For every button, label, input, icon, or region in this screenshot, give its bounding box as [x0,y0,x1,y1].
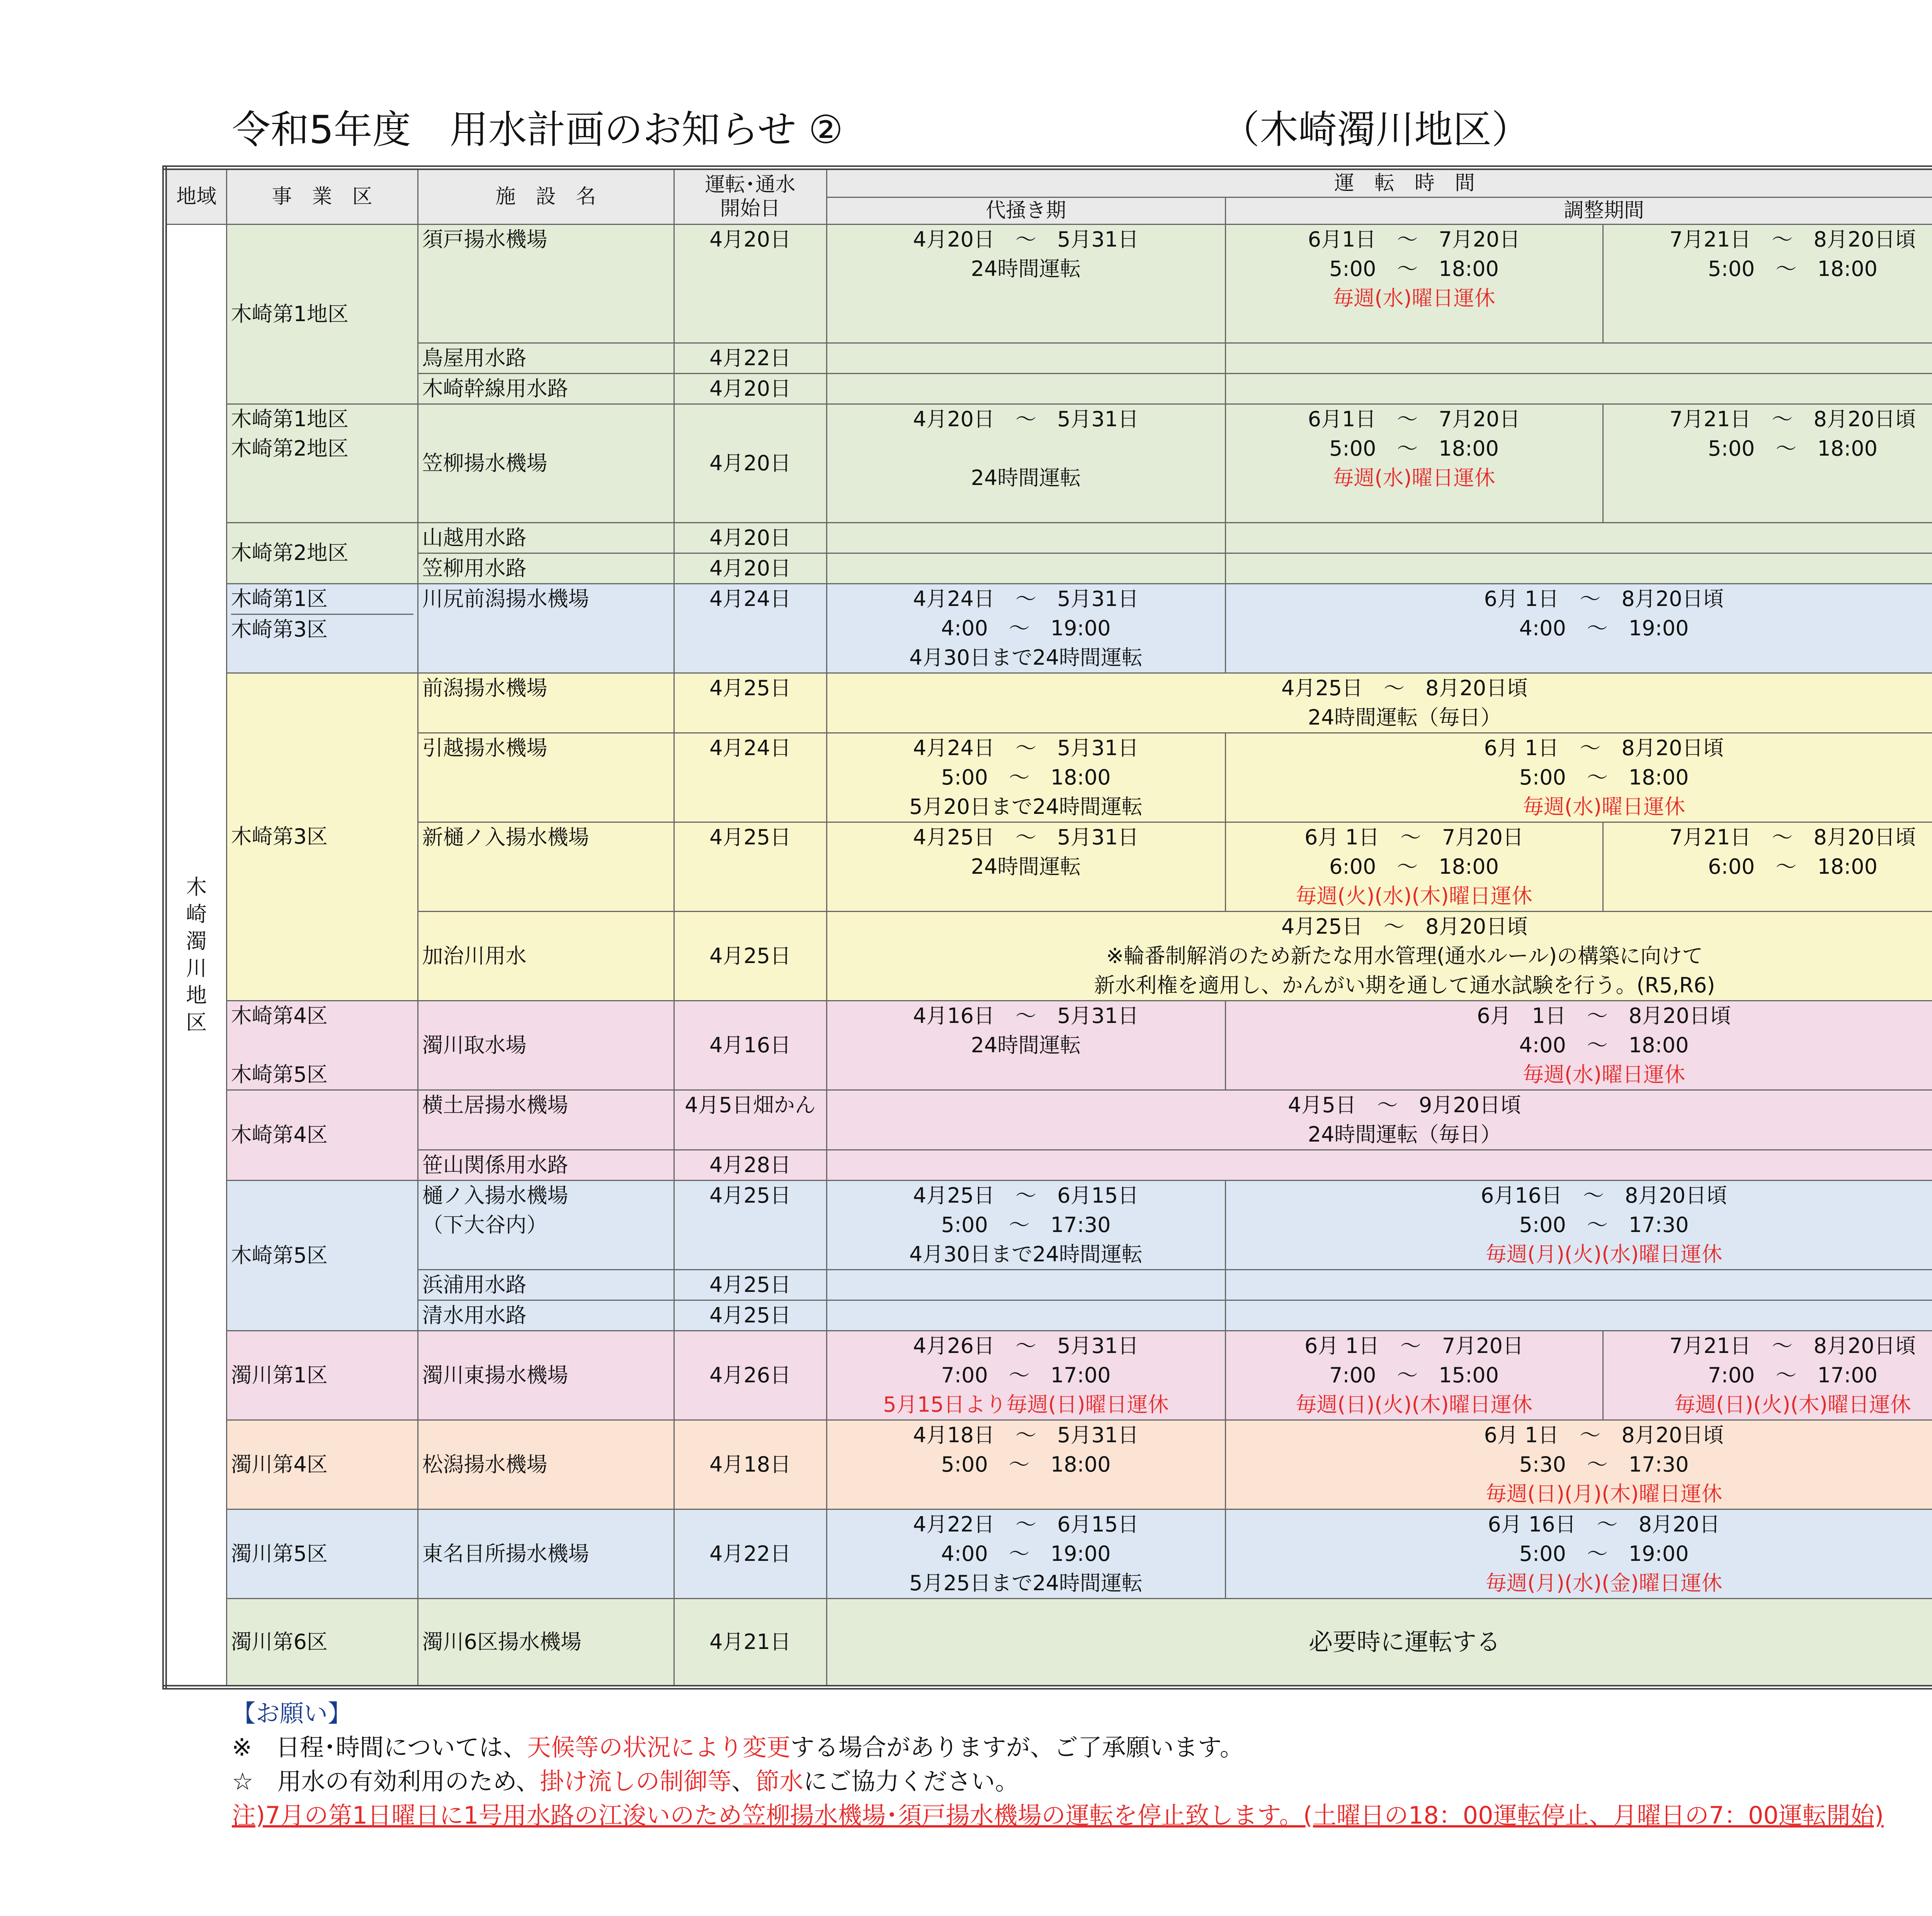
area-cell: 濁川第1区 [226,1331,418,1420]
note-schedule-change: ※ 日程･時間については、天候等の状況により変更する場合がありますが、ご了承願います。 [232,1733,1244,1761]
facility-cell: 山越用水路 [418,522,674,553]
area-cell: 濁川第6区 [226,1598,418,1687]
area-cell: 木崎第1地区 [226,224,418,404]
start-date-cell: 4月20日 [674,373,827,404]
kakitori-cell: 4月16日 ～ 5月31日 24時間運転 [827,1001,1225,1090]
facility-cell: 須戸揚水機場 [418,224,674,343]
start-date-cell: 4月21日 [674,1598,827,1687]
area-cell: 木崎第2地区 [226,522,418,584]
start-date-cell: 4月26日 [674,1331,827,1420]
start-date-cell: 4月28日 [674,1150,827,1180]
header-project-area: 事 業 区 [226,168,418,224]
start-date-cell: 4月5日畑かん [674,1090,827,1150]
adjustment-cell: 7月21日 ～ 8月20日頃 7:00 ～ 17:00 毎週(日)(火)(木)曜日運休 [1603,1331,1932,1420]
header-facility: 施 設 名 [418,168,674,224]
kakitori-cell: 4月26日 ～ 5月31日 7:00 ～ 17:00 5月15日より毎週(日)曜日運休 [827,1331,1225,1420]
adjustment-cell: 6月1日 ～ 7月20日 5:00 ～ 18:00 毎週(水)曜日運休 [1225,404,1603,522]
facility-cell: 清水用水路 [418,1300,674,1331]
start-date-cell: 4月22日 [674,1509,827,1598]
area-cell: 濁川第5区 [226,1509,418,1598]
start-date-cell: 4月22日 [674,343,827,373]
area-cell: 木崎第3区 [226,673,418,1001]
facility-cell: 引越揚水機場 [418,733,674,822]
water-plan-table [162,165,1932,1690]
start-date-cell: 4月25日 [674,822,827,911]
area-cell: 木崎第1区 木崎第3区 [226,584,418,673]
facility-cell: 濁川6区揚水機場 [418,1598,674,1687]
facility-cell: 笠柳用水路 [418,553,674,584]
start-date-cell: 4月25日 [674,1180,827,1269]
header-schedule: 運 転 時 間 [827,168,1932,197]
schedule-cell: 4月25日 ～ 8月20日頃 ※輪番制解消のため新たな用水管理(通水ルール)の構築に向けて 新水利権を適用し、かんがい期を通して通水試験を行う。(R5,R6) [827,911,1932,1001]
start-date-cell: 4月20日 [674,224,827,343]
adjustment-cell: 6月 1日 ～ 8月20日頃 5:30 ～ 17:30 毎週(日)(月)(木)曜日運休 [1225,1420,1932,1509]
facility-cell: 東名目所揚水機場 [418,1509,674,1598]
header-kakitori: 代掻き期 [827,197,1225,224]
facility-cell: 新樋ノ入揚水機場 [418,822,674,911]
facility-cell: 鳥屋用水路 [418,343,674,373]
facility-cell: 前潟揚水機場 [418,673,674,733]
region-cell: 木 崎 濁 川 地 区 [165,224,226,1687]
start-date-cell: 4月20日 [674,522,827,553]
facility-cell: 松潟揚水機場 [418,1420,674,1509]
kakitori-cell: 4月25日 ～ 5月31日 24時間運転 [827,822,1225,911]
schedule-cell: 4月5日 ～ 9月20日頃 24時間運転（毎日） [827,1090,1932,1150]
adjustment-cell: 7月21日 ～ 8月20日頃 5:00 ～ 18:00 [1603,404,1932,522]
kakitori-cell: 4月24日 ～ 5月31日 5:00 ～ 18:00 5月20日まで24時間運転 [827,733,1225,822]
kakitori-cell: 4月18日 ～ 5月31日 5:00 ～ 18:00 [827,1420,1225,1509]
facility-cell: 加治川用水 [418,911,674,1001]
area-cell: 木崎第1地区 木崎第2地区 [226,404,418,522]
start-date-cell: 4月25日 [674,1269,827,1300]
notes-section [232,1696,1884,1833]
facility-cell: 樋ノ入揚水機場 （下大谷内） [418,1180,674,1269]
header-region: 地域 [165,168,226,224]
adjustment-cell: 6月 1日 ～ 8月20日頃 4:00 ～ 18:00 毎週(水)曜日運休 [1225,1001,1932,1090]
area-cell: 木崎第4区 木崎第5区 [226,1001,418,1090]
start-date-cell: 4月24日 [674,733,827,822]
area-cell: 木崎第5区 [226,1180,418,1331]
schedule-cell: 必要時に運転する [827,1598,1932,1687]
notes-heading: 【お願い】 [232,1699,352,1727]
facility-cell: 浜浦用水路 [418,1269,674,1300]
start-date-cell: 4月18日 [674,1420,827,1509]
header-adjustment: 調整期間 [1225,197,1932,224]
facility-cell: 笹山関係用水路 [418,1150,674,1180]
area-cell: 木崎第4区 [226,1090,418,1180]
facility-cell: 横土居揚水機場 [418,1090,674,1150]
adjustment-cell: 6月1日 ～ 7月20日 5:00 ～ 18:00 毎週(水)曜日運休 [1225,224,1603,343]
start-date-cell: 4月25日 [674,1300,827,1331]
district-name: （木崎濁川地区） [1221,107,1530,152]
start-date-cell: 4月20日 [674,404,827,522]
start-date-cell: 4月16日 [674,1001,827,1090]
facility-cell: 濁川東揚水機場 [418,1331,674,1420]
adjustment-cell: 6月16日 ～ 8月20日頃 5:00 ～ 17:30 毎週(月)(火)(水)曜日運休 [1225,1180,1932,1269]
facility-cell: 濁川取水場 [418,1001,674,1090]
adjustment-cell: 6月 1日 ～ 8月20日頃 4:00 ～ 19:00 [1225,584,1932,673]
start-date-cell: 4月25日 [674,673,827,733]
start-date-cell: 4月24日 [674,584,827,673]
start-date-cell: 4月20日 [674,553,827,584]
facility-cell: 笠柳揚水機場 [418,404,674,522]
area-cell: 濁川第4区 [226,1420,418,1509]
page-title: 令和5年度 用水計画のお知らせ ② [232,107,844,152]
facility-cell: 木崎幹線用水路 [418,373,674,404]
adjustment-cell: 6月 16日 ～ 8月20日 5:00 ～ 19:00 毎週(月)(水)(金)曜日運休 [1225,1509,1932,1598]
facility-cell: 川尻前潟揚水機場 [418,584,674,673]
adjustment-cell: 7月21日 ～ 8月20日頃 6:00 ～ 18:00 [1603,822,1932,911]
adjustment-cell: 7月21日 ～ 8月20日頃 5:00 ～ 18:00 [1603,224,1932,343]
schedule-cell: 4月25日 ～ 8月20日頃 24時間運転（毎日） [827,673,1932,733]
kakitori-cell: 4月20日 ～ 5月31日 24時間運転 [827,404,1225,522]
kakitori-cell: 4月20日 ～ 5月31日 24時間運転 [827,224,1225,343]
adjustment-cell: 6月 1日 ～ 7月20日 7:00 ～ 15:00 毎週(日)(火)(木)曜日運休 [1225,1331,1603,1420]
adjustment-cell: 6月 1日 ～ 8月20日頃 5:00 ～ 18:00 毎週(水)曜日運休 [1225,733,1932,822]
header-start-date: 運転･通水 開始日 [674,168,827,224]
adjustment-cell: 6月 1日 ～ 7月20日 6:00 ～ 18:00 毎週(火)(水)(木)曜日運休 [1225,822,1603,911]
kakitori-cell: 4月22日 ～ 6月15日 4:00 ～ 19:00 5月25日まで24時間運転 [827,1509,1225,1598]
note-shutdown: 注)7月の第1日曜日に1号用水路の江浚いのため笠柳揚水機場･須戸揚水機場の運転を停止致します。(土曜日の18：00運転停止、月曜日の7：00運転開始) [232,1801,1884,1829]
start-date-cell: 4月25日 [674,911,827,1001]
note-water-saving: ☆ 用水の有効利用のため、掛け流しの制御等、節水にご協力ください。 [232,1767,1019,1795]
kakitori-cell: 4月25日 ～ 6月15日 5:00 ～ 17:30 4月30日まで24時間運転 [827,1180,1225,1269]
kakitori-cell: 4月24日 ～ 5月31日 4:00 ～ 19:00 4月30日まで24時間運転 [827,584,1225,673]
